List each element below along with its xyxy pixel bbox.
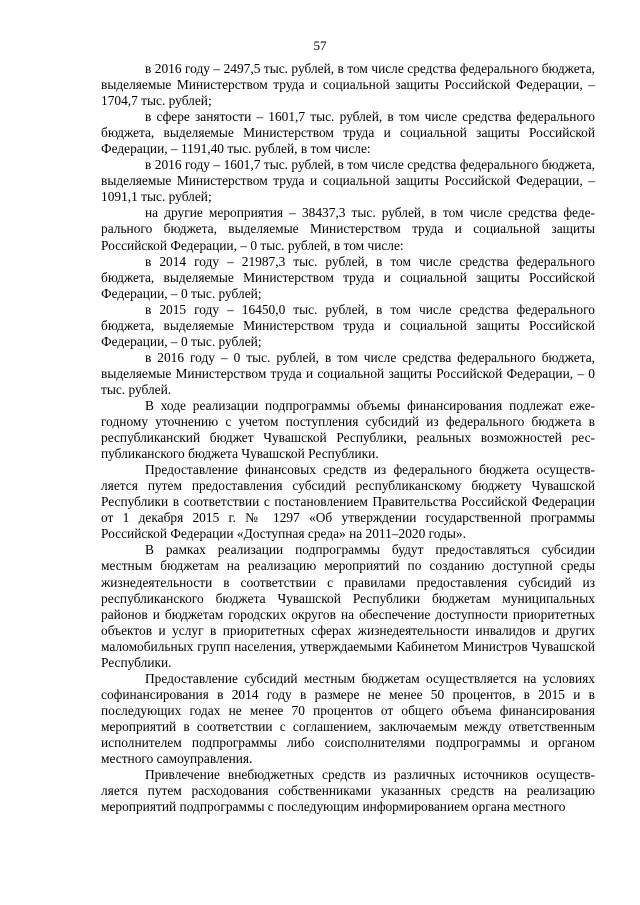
paragraph: в 2016 году – 1601,7 тыс. рублей, в том числе средства федерального бюджета, выделяемые Министерством труда и социальной защиты Российской Федерации, – 1091,1 тыс. рублей;	[101, 157, 595, 205]
paragraph: в 2016 году – 2497,5 тыс. рублей, в том числе средства федерального бюджета, выделяемые Министерством труда и социальной защиты Российской Федерации, – 1704,7 тыс. рублей;	[101, 61, 595, 109]
paragraph: в 2014 году – 21987,3 тыс. рублей, в том числе средства федерального бюджета, выделяемые Министерством труда и социальной защиты Российской Федерации, – 0 тыс. рублей;	[101, 253, 595, 301]
paragraph: В рамках реализации подпрограммы будут предоставляться субсидии местным бюджетам на реализацию мероприятий по созданию доступной среды жизнедеятельности в соответствии с правилами предоставления субсидий из республиканского бюджета Чувашской Республики бюджетам муниципальных районов и бюджетам городских округов на обеспечение доступности приоритетных объектов и услуг в приоритетных сферах жизнедеятельности инвалидов и других маломобильных групп населения, утверждаемыми Кабинетом Министров Чувашской Республики.	[101, 542, 595, 670]
paragraph: Предоставление субсидий местным бюджетам осуществляется на условиях софинансирования в 2014 году в размере не менее 50 процентов, в 2015 и в последующих годах не менее 70 процентов от общего объема финансирования мероприятий в соответствии с соглашением, заключаемым между ответственным исполнителем подпрограммы либо соисполнителями подпрограммы и органом местного самоуправления.	[101, 670, 595, 767]
paragraph: в 2015 году – 16450,0 тыс. рублей, в том числе средства федерального бюджета, выделяемые Министерством труда и социальной защиты Российской Федерации, – 0 тыс. рублей;	[101, 301, 595, 349]
body-text	[101, 61, 595, 815]
paragraph: В ходе реализации подпрограммы объемы финансирования подлежат ежегодному уточнению с учетом поступления субсидий из федерального бюджета в республиканский бюджет Чувашской Республики, реальных возможностей республиканского бюджета Чувашской Республики.	[101, 397, 595, 462]
paragraph: в 2016 году – 0 тыс. рублей, в том числе средства федерального бюджета, выделяемые Министерством труда и социальной защиты Российской Федерации, – 0 тыс. рублей.	[101, 349, 595, 397]
paragraph: Привлечение внебюджетных средств из различных источников осуществляется путем расходования собственниками указанных средств на реализацию мероприятий подпрограммы с последующим информированием органа местного	[101, 767, 595, 815]
page-number: 57	[313, 38, 327, 53]
paragraph: в сфере занятости – 1601,7 тыс. рублей, в том числе средства федерального бюджета, выделяемые Министерством труда и социальной защиты Российской Федерации, – 1191,40 тыс. рублей, в том числе:	[101, 109, 595, 157]
paragraph: Предоставление финансовых средств из федерального бюджета осуществляется путем предоставления субсидий республиканскому бюджету Чувашской Республики в соответствии с постановлением Правительства Российской Федерации от 1 декабря 2015 г. № 1297 «Об утверждении государственной программы Российской Федерации «Доступная среда» на 2011–2020 годы».	[101, 462, 595, 542]
paragraph: на другие мероприятия – 38437,3 тыс. рублей, в том числе средства федерального бюджета, выделяемые Министерством труда и социальной защиты Российской Федерации, – 0 тыс. рублей, в том числе:	[101, 205, 595, 253]
